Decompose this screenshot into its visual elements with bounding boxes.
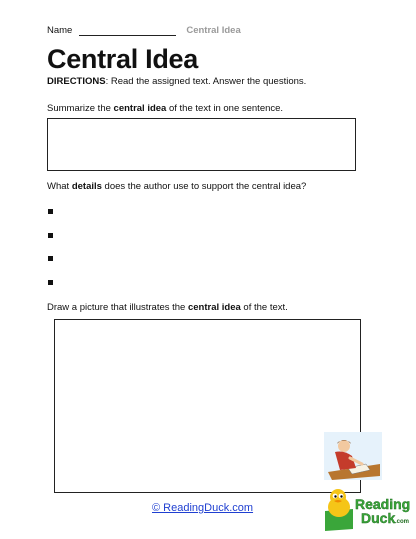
question-text: Draw a picture that illustrates the	[47, 302, 188, 313]
detail-bullet	[48, 233, 53, 238]
name-label: Name	[47, 25, 73, 36]
detail-bullet	[48, 280, 53, 285]
reader-clipart-icon	[322, 430, 384, 482]
detail-bullet	[48, 209, 53, 214]
page-title: Central Idea	[47, 44, 198, 74]
summary-answer-box[interactable]	[47, 118, 356, 171]
name-field-line[interactable]	[79, 26, 176, 36]
question-keyword: central idea	[187, 302, 241, 313]
worksheet-tag: Central Idea	[186, 25, 241, 36]
logo-line1: Reading	[355, 496, 411, 512]
question-keyword: central idea	[113, 103, 167, 114]
question-keyword: details	[71, 181, 102, 192]
readingduck-link[interactable]: © ReadingDuck.com	[152, 502, 254, 514]
question-summarize	[47, 103, 283, 114]
logo-suffix: .com	[395, 519, 410, 525]
detail-bullet	[48, 256, 53, 261]
question-text: Summarize the	[47, 103, 114, 114]
readingduck-logo	[323, 485, 413, 533]
directions-label: DIRECTIONS	[47, 76, 106, 87]
question-text: does the author use to support the central idea?	[101, 181, 307, 192]
directions	[47, 76, 306, 87]
question-details	[47, 181, 306, 192]
question-text: What	[47, 181, 72, 192]
directions-text: : Read the assigned text. Answer the questions.	[105, 76, 307, 87]
drawing-box[interactable]	[54, 319, 361, 493]
logo-line2: Duck	[361, 510, 396, 526]
question-draw	[47, 302, 288, 313]
question-text: of the text.	[240, 302, 288, 313]
name-row	[47, 25, 241, 36]
question-text: of the text in one sentence.	[166, 103, 284, 114]
